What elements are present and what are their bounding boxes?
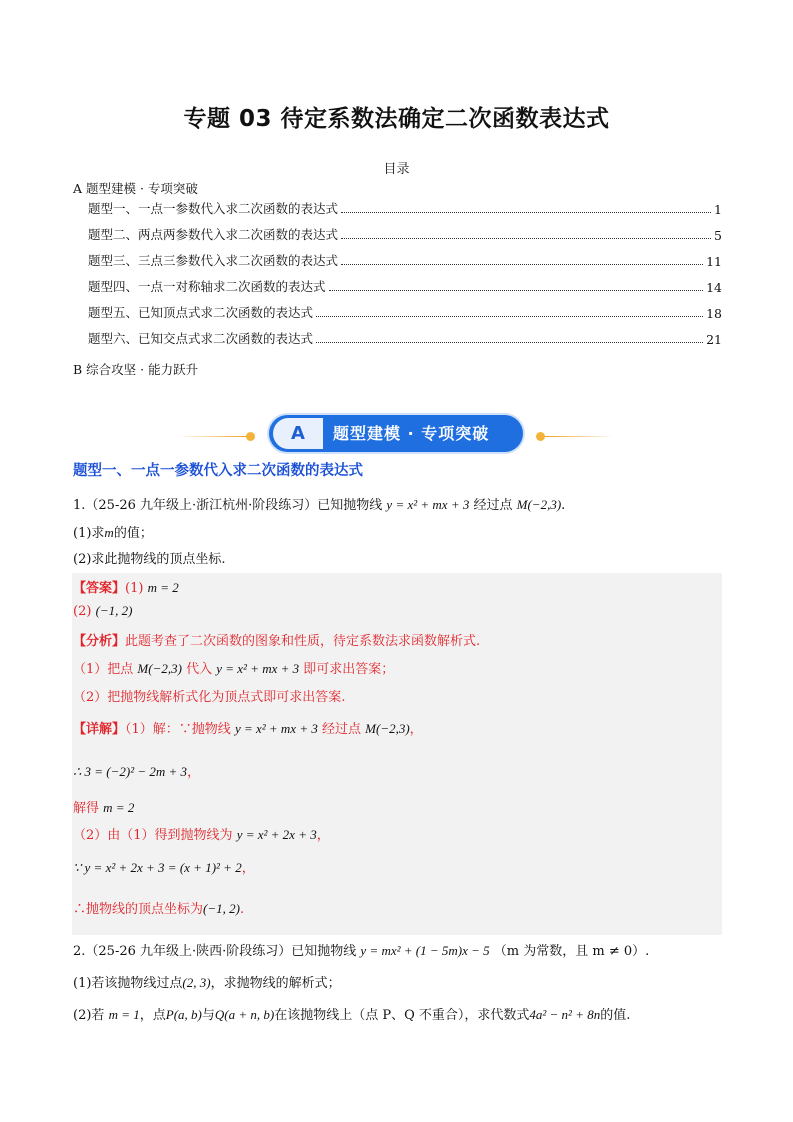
step1-point: M(−2,3)	[137, 661, 182, 676]
equation-2-math: ∵ y = x² + 2x + 3 = (x + 1)² + 2	[73, 860, 242, 875]
answer-line-2	[73, 603, 133, 619]
toc-entry[interactable]	[88, 329, 722, 347]
question-1-part-1	[73, 522, 153, 541]
part2-line	[73, 824, 330, 843]
answer-panel	[72, 573, 722, 935]
q2-part1-post: ，求抛物线的解析式；	[210, 976, 341, 991]
question-1-part-2: (2)求此抛物线的顶点坐标.	[73, 552, 226, 567]
analysis-step-2: （2）把抛物线解析式化为顶点式即可求出答案.	[73, 690, 346, 705]
solve-line	[73, 797, 134, 816]
banner-rule-left	[178, 436, 248, 437]
q2-part2-mid3: 在该抛物线上（点 P、Q 不重合），求代数式	[274, 1008, 530, 1023]
detail-tag: 【详解】	[73, 722, 126, 737]
toc-leader	[341, 238, 711, 239]
toc-entry[interactable]	[88, 303, 722, 321]
vertex-end: .	[239, 902, 245, 917]
q2-part2-pre: (2)若	[73, 1008, 105, 1023]
q1-end: .	[561, 498, 566, 513]
equation-2-end: ，	[241, 861, 255, 876]
toc-heading: 目录	[383, 162, 410, 177]
step1-curve: y = x² + mx + 3	[216, 661, 300, 676]
banner-dot-right	[536, 432, 545, 441]
equation-2	[73, 857, 255, 876]
q1-stem-text: 1.（25-26 九年级上·浙江杭州·阶段练习）已知抛物线	[73, 498, 383, 513]
question-2-part-2	[73, 1004, 630, 1023]
toc-entry-label: 题型六、已知交点式求二次函数的表达式	[88, 331, 314, 346]
toc-entry-page: 5	[714, 228, 722, 243]
step1-mid: 代入	[186, 662, 213, 677]
toc-entry[interactable]	[88, 251, 722, 269]
analysis-tag: 【分析】	[73, 634, 126, 649]
solve-label: 解得	[73, 801, 100, 816]
toc-entry-label: 题型五、已知顶点式求二次函数的表达式	[88, 305, 314, 320]
toc-entry-page: 21	[706, 332, 722, 347]
solve-math: m = 2	[103, 800, 135, 815]
toc-entry[interactable]	[88, 199, 722, 217]
analysis-step-1	[73, 658, 394, 677]
q2-stem-text: 2.（25-26 九年级上·陕西·阶段练习）已知抛物线	[73, 944, 357, 959]
equation-1-math: ∴ 3 = (−2)² − 2m + 3	[73, 764, 188, 779]
q2-part2-expr: 4a² − n² + 8n	[529, 1007, 601, 1022]
detail-through: 经过点	[322, 722, 362, 737]
toc-leader	[316, 342, 703, 343]
q2-part2-Q: Q(a + n, b)	[214, 1007, 275, 1022]
step1-post: 即可求出答案；	[303, 662, 395, 677]
section-title: 题型一、一点一参数代入求二次函数的表达式	[73, 463, 363, 479]
question-2-part-1	[73, 972, 341, 991]
q2-part2-end: 的值.	[600, 1008, 631, 1023]
answer-1-value: m = 2	[147, 580, 179, 595]
vertex-pre: ∴抛物线的顶点坐标为	[73, 902, 204, 917]
q1-point: M(−2,3)	[516, 497, 562, 512]
q2-part2-mid1: ，点	[139, 1008, 166, 1023]
q1-through: 经过点	[473, 498, 513, 513]
q1-part1-post: 的值；	[113, 526, 153, 541]
answer-line	[73, 577, 179, 596]
toc-leader	[316, 316, 703, 317]
question-2-stem	[73, 940, 649, 959]
banner-rule-right	[545, 436, 615, 437]
toc-entry[interactable]	[88, 225, 722, 243]
question-1-stem	[73, 494, 565, 513]
vertex-line	[73, 898, 244, 917]
step1-pre: （1）把点	[73, 662, 134, 677]
analysis-text: 此题考查了二次函数的图象和性质，待定系数法求函数解析式.	[125, 634, 481, 649]
banner-letter: A	[273, 418, 323, 449]
q2-part1-point: (2, 3)	[182, 975, 211, 990]
answer-1-label: (1)	[125, 581, 144, 596]
q1-curve: y = x² + mx + 3	[386, 497, 470, 512]
toc-leader	[341, 212, 711, 213]
toc-leader	[341, 264, 703, 265]
detail-line-1	[73, 718, 423, 737]
section-banner	[269, 415, 523, 452]
banner-dot-left	[246, 432, 255, 441]
detail-point: M(−2,3)	[365, 721, 410, 736]
banner-text: 题型建模 · 专项突破	[333, 424, 490, 443]
toc-entry-label: 题型四、一点一对称轴求二次函数的表达式	[88, 279, 326, 294]
q2-cond: （m 为常数，且 m ≠ 0）.	[493, 944, 650, 959]
answer-tag: 【答案】	[73, 581, 126, 596]
toc-entry-page: 11	[706, 254, 722, 269]
toc-section-a[interactable]: A 题型建模 · 专项突破	[73, 181, 198, 196]
toc-entry-page: 14	[706, 280, 722, 295]
q2-part2-mid2: 与	[201, 1008, 215, 1023]
q1-part1-pre: (1)求	[73, 526, 105, 541]
toc-entry-label: 题型一、一点一参数代入求二次函数的表达式	[88, 201, 339, 216]
q2-curve: y = mx² + (1 − 5m)x − 5	[360, 943, 490, 958]
q1-part1-var: m	[104, 525, 114, 540]
answer-2-value: (−1, 2)	[95, 603, 133, 618]
part2-curve: y = x² + 2x + 3	[236, 827, 317, 842]
equation-1-end: ，	[187, 765, 201, 780]
toc-section-b[interactable]: B 综合攻坚 · 能力跃升	[73, 362, 199, 377]
analysis-line	[73, 630, 480, 649]
detail-curve: y = x² + mx + 3	[234, 721, 318, 736]
document-title: 专题 03 待定系数法确定二次函数表达式	[183, 106, 610, 132]
toc-entry-label: 题型二、两点两参数代入求二次函数的表达式	[88, 227, 339, 242]
toc-entry-label: 题型三、三点三参数代入求二次函数的表达式	[88, 253, 339, 268]
part2-pre: （2）由（1）得到抛物线为	[73, 828, 233, 843]
detail-end: ，	[409, 722, 423, 737]
detail-1-text: （1）解：∵抛物线	[125, 722, 231, 737]
q2-part2-P: P(a, b)	[165, 1007, 202, 1022]
q2-part2-m: m = 1	[108, 1007, 140, 1022]
equation-1	[73, 761, 200, 780]
toc-entry[interactable]	[88, 277, 722, 295]
toc-entry-page: 1	[714, 202, 722, 217]
toc-leader	[329, 290, 704, 291]
q2-part1-pre: (1)若该抛物线过点	[73, 976, 183, 991]
toc-entry-page: 18	[706, 306, 722, 321]
answer-2-label: (2)	[73, 604, 92, 619]
vertex-value: (−1, 2)	[203, 901, 240, 916]
part2-end: ，	[316, 828, 330, 843]
